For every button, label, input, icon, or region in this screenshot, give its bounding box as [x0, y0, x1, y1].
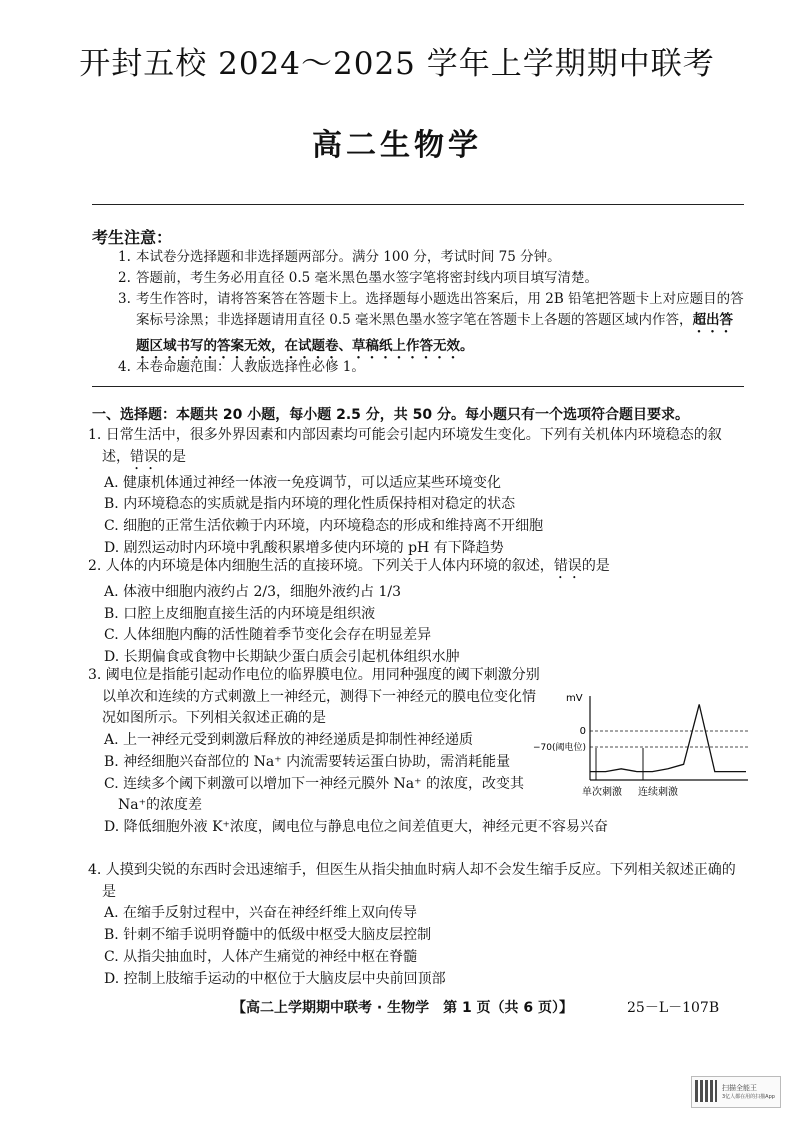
option-a: A. 体液中细胞内液约占 2/3，细胞外液约占 1/3: [104, 584, 401, 600]
option-d: D. 控制上肢缩手运动的中枢位于大脑皮层中央前回顶部: [104, 970, 446, 987]
option-c: C. 细胞的正常生活依赖于内环境，内环境稳态的形成和维持离不开细胞: [104, 518, 544, 535]
question-stem: [88, 425, 748, 473]
option-a: A. 在缩手反射过程中，兴奋在神经纤维上双向传导: [104, 905, 418, 922]
notice-heading: 考生注意：: [92, 228, 173, 247]
section-title: 一、选择题：本题共 20 小题，每小题 2.5 分，共 50 分。每小题只有一个选项符合题目要求。: [92, 407, 690, 423]
scanner-sub-text: 3亿人都在用的扫描App: [722, 1094, 775, 1100]
stem-text-end: 的是: [158, 448, 186, 465]
option-b: B. 内环境稳态的实质就是指内环境的理化性质保持相对稳定的状态: [104, 496, 516, 513]
stem-text: 2. 人体的内环境是体内细胞生活的直接环境。下列关于人体内环境的叙述，: [88, 558, 554, 574]
notice-text: 本试卷分选择题和非选择题两部分。满分 100 分，考试时间 75 分钟。: [136, 249, 561, 265]
exam-title: 开封五校 2024～2025 学年上学期期中联考: [79, 46, 715, 82]
notice-item: [104, 247, 744, 268]
y-tick-zero: 0: [579, 726, 586, 737]
question-1: [88, 425, 748, 560]
notice-item: [104, 357, 744, 378]
stem-text-end: 的是: [581, 558, 610, 574]
option-b: B. 针刺不缩手说明脊髓中的低级中枢受大脑皮层控制: [104, 927, 432, 944]
scanner-label-text: 扫描全能王: [722, 1084, 757, 1092]
stem-text: 1. 日常生活中，很多外界因素和内部因素均可能会引起内环境发生变化。下列有关机体内环境稳态的叙述，: [88, 427, 722, 465]
y-axis-label: mV: [566, 693, 583, 704]
stem-emphasis: 错误: [553, 558, 582, 574]
notice-num: 2.: [118, 270, 131, 286]
notice-text-part: 考生作答时，请将答案答在答题卡上。选择题每小题选出答案后，用 2B 铅笔把答题卡上对应题目的答案标号涂黑；非选择题请用直径 0.5 毫米黑色墨水签字笔在答题卡上各题的答题区域内作答，: [136, 291, 744, 328]
divider-top: [92, 204, 744, 205]
y-tick-threshold: −70(阈电位): [532, 743, 586, 753]
continuous-stim-label: 连续刺激: [638, 787, 678, 798]
option-d: D. 长期偏食或食物中长期缺少蛋白质会引起机体组织水肿: [104, 649, 460, 666]
stem-emphasis: 错误: [130, 448, 158, 465]
exam-code: 25－L－107B: [627, 1000, 720, 1016]
stem-text: 4. 人摸到尖锐的东西时会迅速缩手，但医生从指尖抽血时病人却不会发生缩手反应。下列相关叙述正确的是: [88, 862, 736, 900]
divider-bottom: [92, 386, 744, 387]
notice-text: 本卷命题范围：人教版选择性必修 1。: [136, 359, 365, 375]
option-d: D. 剧烈运动时内环境中乳酸积累增多使内环境的 pH 有下降趋势: [104, 539, 504, 556]
option-a: A. 健康机体通过神经一体液一免疫调节，可以适应某些环境变化: [104, 474, 502, 491]
scanner-watermark: [691, 1076, 781, 1108]
notice-emphasis: 超出答题区域书写的答案无效，在试题卷、草稿纸上作答无效。: [136, 312, 734, 354]
question-stem: [88, 556, 748, 582]
single-stim-label: 单次刺激: [582, 787, 622, 798]
notice-num: 1.: [118, 249, 131, 265]
notice-text: 答题前，考生务必用直径 0.5 毫米黑色墨水签字笔将密封线内项目填写清楚。: [136, 270, 599, 286]
option-a: A. 上一神经元受到刺激后释放的神经递质是抑制性神经递质: [104, 732, 474, 749]
notice-text: [136, 289, 744, 362]
option-c: C. 连续多个阈下刺激可以增加下一神经元膜外 Na⁺ 的浓度，改变其 Na⁺的浓度差: [104, 775, 524, 814]
notice-item: [104, 289, 744, 362]
notice-num: 3.: [118, 291, 131, 307]
question-stem: [88, 665, 542, 730]
option-d: D. 降低细胞外液 K⁺浓度，阈电位与静息电位之间差值更大，神经元更不容易兴奋: [104, 818, 608, 835]
exam-subject: 高二生物学: [312, 128, 482, 163]
question-2: [88, 556, 748, 669]
scanner-label: [722, 1083, 775, 1100]
question-4: [88, 860, 748, 990]
page-footer: 【高二上学期期中联考 · 生物学 第 1 页（共 6 页）】: [232, 1000, 574, 1016]
question-stem: [88, 860, 748, 903]
notice-item: [104, 268, 744, 289]
stem-text: 3. 阈电位是指能引起动作电位的临界膜电位。用同种强度的阈下刺激分别以单次和连续的方式刺激上一神经元，测得下一神经元的膜电位变化情况如图所示。下列相关叙述正确的是: [88, 667, 540, 727]
option-b: B. 神经细胞兴奋部位的 Na⁺ 内流需要转运蛋白协助，需消耗能量: [104, 753, 511, 770]
potential-trace: [590, 704, 746, 771]
option-c: C. 从指尖抽血时，人体产生痛觉的神经中枢在脊髓: [104, 948, 418, 965]
option-b: B. 口腔上皮细胞直接生活的内环境是组织液: [104, 605, 376, 622]
notice-num: 4.: [118, 359, 131, 375]
option-c: C. 人体细胞内酶的活性随着季节变化会存在明显差异: [104, 627, 432, 644]
qr-code-icon: [695, 1080, 717, 1102]
membrane-potential-chart: [532, 688, 750, 813]
